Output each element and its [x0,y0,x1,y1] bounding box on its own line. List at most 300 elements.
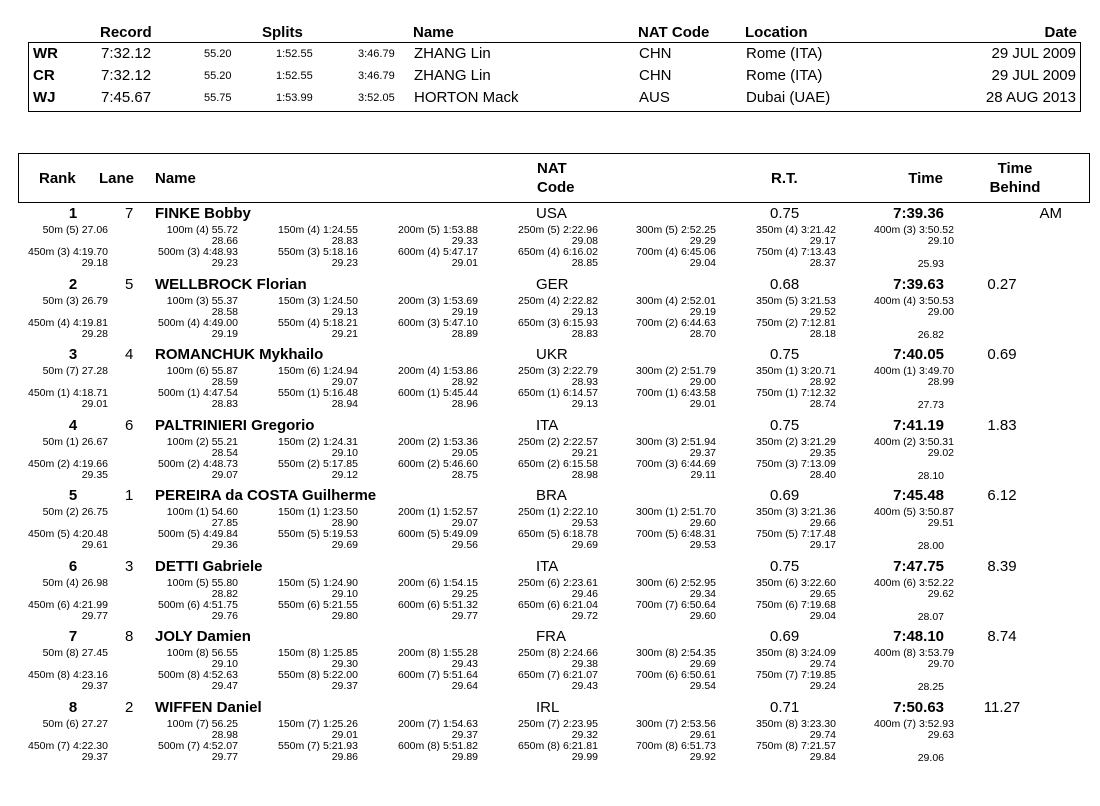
split-distance: 300m [636,576,663,589]
split-distance: 300m [636,294,663,307]
split-position: (2) [65,506,79,518]
final-lap-split: 28.10 [917,469,944,482]
split-cell [254,437,358,459]
split-position: (4) [785,224,799,236]
split-position: (4) [307,224,321,236]
athlete-time-behind: 11.27 [983,698,1021,716]
split-distance: 150m [278,294,305,307]
split-lap: 29.77 [451,609,478,622]
athlete-row [18,485,1090,556]
athlete-reaction-time: 0.69 [770,487,800,504]
split-lap: 29.01 [331,728,358,741]
athlete-name: JOLY Damien [155,628,251,645]
split-lap: 29.38 [571,658,598,670]
final-lap-split: 29.06 [917,751,944,764]
split-position: (4) [547,294,561,307]
split-cell [612,719,716,741]
athlete-nat: FRA [536,628,566,645]
split-distance: 400m [874,224,901,236]
split-lap: 28.58 [211,305,238,318]
split-position: (5) [785,294,799,307]
split-distance: 450m [28,598,55,611]
split-position: (3) [903,224,917,236]
split-cumulative: 6:50.64 [680,598,716,611]
split-distance: 250m [518,435,545,448]
split-cumulative: 3:52.22 [918,576,954,589]
athlete-name: WELLBROCK Florian [155,275,307,293]
split-distance: 250m [518,224,545,236]
record-split-2: 1:52.55 [276,48,313,60]
record-nat: AUS [639,89,670,106]
split-lap: 29.37 [331,680,358,692]
split-position: (5) [547,528,561,540]
split-position: (1) [195,506,209,518]
record-split-3: 3:52.05 [358,92,395,104]
split-cumulative: 4:23.16 [72,669,108,681]
final-lap-split: 28.00 [917,540,944,552]
split-cell [612,600,716,622]
name-col-header: Name [155,170,196,187]
split-cell [374,529,478,551]
split-cumulative: 4:52.63 [202,669,238,681]
split-cumulative: 2:51.94 [680,435,716,448]
split-cell [732,437,836,459]
split-cell [732,459,836,481]
split-distance: 300m [636,365,663,377]
split-cumulative: 6:15.58 [562,457,598,470]
split-cumulative: 2:51.70 [680,506,716,518]
split-position: (2) [547,435,561,448]
split-lap: 28.70 [689,327,716,340]
split-distance: 200m [398,435,425,448]
split-cell [18,459,108,481]
split-distance: 600m [398,246,425,258]
split-lap: 28.90 [331,517,358,529]
split-distance: 500m [158,457,185,470]
athlete-time: 7:47.75 [893,557,944,575]
split-lap: 29.04 [689,257,716,269]
split-position: (7) [195,717,209,730]
split-cumulative: 3:52.93 [918,717,954,730]
split-cumulative: 2:52.01 [680,294,716,307]
split-position: (6) [785,598,799,611]
split-distance: 350m [756,717,783,730]
split-cell [254,578,358,600]
split-position: (7) [65,365,79,377]
split-cell [494,366,598,388]
split-lap: 29.64 [451,680,478,692]
split-position: (8) [427,647,441,659]
split-cell [374,318,478,340]
split-distance: 600m [398,387,425,399]
split-lap: 29.07 [211,468,238,481]
split-distance: 200m [398,576,425,589]
record-date: 28 AUG 2013 [985,89,1076,106]
athlete-lane: 7 [125,205,134,222]
split-cell [732,247,836,269]
split-cell [374,741,478,763]
split-distance: 500m [158,739,185,752]
athlete-main-line [18,344,1090,364]
split-distance: 400m [874,435,901,448]
split-cumulative: 55.37 [211,294,238,307]
split-position: (1) [427,506,441,518]
split-cumulative: 7:12.81 [800,316,836,329]
split-cell [254,719,358,741]
split-lap: 29.61 [81,539,108,551]
split-cumulative: 3:23.30 [800,717,836,730]
record-location: Rome (ITA) [746,67,823,84]
record-time: 7:45.67 [101,89,152,106]
split-cell [612,388,716,410]
split-lap: 29.23 [211,257,238,269]
split-cell [612,578,716,600]
split-position: (5) [195,576,209,589]
split-position: (7) [187,739,201,752]
split-distance: 450m [28,528,55,540]
split-cell [254,296,358,318]
split-cumulative: 5:18.21 [322,316,358,329]
athlete-nat: ITA [536,557,559,575]
split-cumulative: 4:21.99 [72,598,108,611]
split-cell [254,741,358,763]
split-lap: 29.86 [331,750,358,763]
split-cell [254,507,358,529]
split-position: (5) [903,506,917,518]
athlete-time-behind: 0.69 [987,346,1017,363]
split-cell [18,670,108,692]
split-position: (3) [547,365,561,377]
split-position: (4) [65,576,79,589]
split-position: (8) [785,739,799,752]
split-cell [134,459,238,481]
record-col-header: Record [100,24,152,41]
split-lap: 29.54 [689,680,716,692]
record-location: Rome (ITA) [746,45,823,62]
split-lap: 29.17 [809,235,836,247]
split-cumulative: 6:44.69 [680,457,716,470]
split-distance: 600m [398,739,425,752]
split-cumulative: 1:53.36 [442,435,478,448]
split-position: (8) [57,669,71,681]
split-distance: 500m [158,246,185,258]
split-cell [18,741,108,763]
split-distance: 700m [636,598,663,611]
athlete-name: WIFFEN Daniel [155,698,262,716]
athlete-lane: 8 [125,628,134,645]
split-position: (4) [665,294,679,307]
split-distance: 600m [398,669,425,681]
split-position: (2) [785,435,799,448]
athlete-lane: 5 [125,275,134,293]
split-distance: 750m [756,246,783,258]
split-position: (7) [547,717,561,730]
split-lap: 28.74 [809,398,836,410]
athlete-rank: 2 [68,275,78,293]
record-row-wr [29,43,1080,65]
split-distance: 600m [398,528,425,540]
split-lap: 29.52 [809,305,836,318]
behind-col-header-line2: Behind [989,179,1041,196]
split-cumulative: 1:24.55 [322,224,358,236]
split-position: (1) [547,387,561,399]
split-position: (8) [785,717,799,730]
split-distance: 250m [518,294,545,307]
split-distance: 550m [278,246,305,258]
split-distance: 700m [636,739,663,752]
split-distance: 450m [28,669,55,681]
split-position: (3) [547,316,561,329]
split-cumulative: 5:46.60 [442,457,478,470]
split-position: (5) [65,224,79,236]
split-distance: 400m [874,294,901,307]
record-split-3: 3:46.79 [358,48,395,60]
split-position: (5) [307,528,321,540]
split-lap: 29.01 [81,398,108,410]
split-cell [732,719,836,741]
split-position: (5) [307,576,321,589]
record-name: ZHANG Lin [414,45,491,62]
split-lap: 29.56 [451,539,478,551]
split-lap: 28.40 [809,468,836,481]
split-cumulative: 55.80 [211,576,238,589]
split-lap: 29.84 [809,750,836,763]
split-distance: 550m [278,457,305,470]
split-position: (4) [903,294,917,307]
split-distance: 650m [518,246,545,258]
split-cumulative: 3:21.36 [800,506,836,518]
split-cumulative: 6:45.06 [680,246,716,258]
split-cumulative: 4:48.93 [202,246,238,258]
split-distance: 300m [636,717,663,730]
split-position: (1) [65,435,79,448]
athlete-time-behind: 8.74 [987,628,1017,645]
record-code: WR [33,45,58,62]
athlete-reaction-time: 0.75 [770,557,800,575]
split-distance: 750m [756,598,783,611]
split-position: (1) [903,365,917,377]
split-position: (2) [187,457,201,470]
split-position: (8) [903,647,917,659]
split-cumulative: 1:53.88 [442,224,478,236]
split-position: (6) [665,669,679,681]
split-lap: 29.02 [927,446,954,459]
split-lap: 29.60 [689,517,716,529]
records-table [28,22,1081,112]
split-cumulative: 1:53.86 [442,365,478,377]
split-cumulative: 6:15.93 [562,316,598,329]
split-lap: 27.85 [211,517,238,529]
split-cumulative: 5:45.44 [442,387,478,399]
split-position: (7) [547,669,561,681]
split-distance: 700m [636,528,663,540]
split-lap: 29.13 [331,305,358,318]
split-distance: 400m [874,506,901,518]
split-distance: 700m [636,457,663,470]
split-cell [494,670,598,692]
final-lap-split: 28.07 [917,610,944,623]
split-cumulative: 55.87 [211,365,238,377]
split-cumulative: 5:47.10 [442,316,478,329]
split-position: (8) [547,647,561,659]
split-cell [494,600,598,622]
split-cell [494,225,598,247]
split-cell [254,648,358,670]
split-distance: 650m [518,739,545,752]
split-distance: 250m [518,576,545,589]
split-cumulative: 5:51.64 [442,669,478,681]
split-position: (3) [307,246,321,258]
split-cumulative: 27.45 [81,647,108,659]
record-row-cr [29,65,1080,87]
split-position: (8) [307,669,321,681]
split-lap: 29.34 [689,587,716,600]
split-lap: 28.83 [211,398,238,410]
split-lap: 28.92 [809,376,836,388]
split-cumulative: 2:22.57 [562,435,598,448]
final-lap-split: 26.82 [917,328,944,341]
split-lap: 29.76 [211,609,238,622]
split-cumulative: 4:18.71 [72,387,108,399]
athlete-time: 7:39.36 [893,205,944,222]
athlete-nat: BRA [536,487,567,504]
split-cumulative: 4:19.66 [72,457,108,470]
record-name: HORTON Mack [414,89,519,106]
split-distance: 500m [158,316,185,329]
split-distance: 150m [278,576,305,589]
split-lap: 29.04 [809,609,836,622]
record-name: ZHANG Lin [414,67,491,84]
record-split-1: 55.75 [204,92,232,104]
split-cumulative: 6:21.04 [562,598,598,611]
split-position: (7) [785,669,799,681]
split-lap: 29.21 [331,327,358,340]
split-cell [494,318,598,340]
split-position: (7) [903,717,917,730]
split-distance: 100m [166,224,194,236]
athlete-name: ROMANCHUK Mykhailo [155,346,324,363]
split-cumulative: 5:51.32 [442,598,478,611]
split-lap: 29.11 [690,468,716,481]
split-lap: 29.35 [809,446,836,459]
record-split-2: 1:52.55 [276,70,313,82]
split-position: (1) [665,387,679,399]
split-cumulative: 5:47.17 [442,246,478,258]
split-lap: 28.75 [451,468,478,481]
split-distance: 600m [398,457,425,470]
split-cell [494,507,598,529]
split-distance: 50m [42,294,64,307]
split-cell [134,247,238,269]
records-header [28,22,1081,42]
split-cumulative: 1:55.28 [442,647,478,659]
split-position: (1) [547,506,561,518]
split-position: (2) [785,316,799,329]
split-position: (1) [665,506,679,518]
split-position: (3) [427,316,441,329]
athlete-time: 7:48.10 [893,628,944,645]
split-cell [134,318,238,340]
split-distance: 300m [636,435,663,448]
split-cell [374,507,478,529]
split-position: (6) [427,576,441,589]
split-lap: 29.47 [211,680,238,692]
split-cumulative: 1:24.90 [322,576,358,589]
split-cumulative: 6:44.63 [680,316,716,329]
split-position: (5) [427,224,441,236]
split-distance: 400m [874,576,901,589]
split-distance: 200m [398,294,425,307]
split-distance: 750m [756,457,783,470]
split-cell [732,225,836,247]
split-cumulative: 4:49.00 [202,316,238,329]
split-cell [134,578,238,600]
split-lap: 29.46 [571,587,598,600]
split-position: (6) [427,598,441,611]
split-lap: 29.33 [451,235,478,247]
split-cell [18,296,108,307]
split-distance: 500m [158,528,185,540]
split-lap: 29.92 [689,750,716,763]
split-cumulative: 1:54.63 [442,717,478,730]
split-position: (8) [427,739,441,752]
split-distance: 550m [278,669,305,681]
split-cell [18,648,108,659]
split-distance: 350m [756,647,783,659]
rank-col-header: Rank [39,170,76,187]
split-cell [374,247,478,269]
split-cumulative: 5:19.53 [322,528,358,540]
split-cell [732,578,836,600]
split-cell [18,318,108,340]
split-cumulative: 56.25 [211,717,238,730]
split-distance: 100m [166,717,194,730]
split-cumulative: 2:54.35 [680,647,716,659]
split-distance: 250m [518,647,545,659]
splits-col-header: Splits [262,24,303,41]
split-lap: 29.24 [809,680,836,692]
split-lap: 29.69 [689,658,716,670]
record-date: 29 JUL 2009 [991,45,1076,62]
split-cumulative: 3:22.60 [800,576,836,589]
split-lap: 29.18 [81,257,108,269]
split-distance: 100m [166,365,194,377]
split-lap: 29.30 [331,658,358,670]
split-distance: 350m [756,224,783,236]
split-cell [254,670,358,692]
split-cumulative: 2:52.95 [680,576,716,589]
split-distance: 350m [756,506,783,518]
split-cell [374,719,478,741]
split-cell [134,741,238,763]
split-cell [18,225,108,236]
record-row-wj [29,87,1080,109]
split-position: (6) [785,576,799,589]
split-position: (6) [65,717,79,730]
split-cell [18,529,108,551]
athlete-rank: 6 [68,557,78,575]
split-cell [612,296,716,318]
split-lap: 28.83 [331,235,358,247]
split-distance: 400m [874,647,901,659]
split-cell [612,437,716,459]
split-cell [374,670,478,692]
split-distance: 200m [398,506,425,518]
split-cumulative: 2:52.25 [680,224,716,236]
split-lap: 29.32 [571,728,598,741]
split-cumulative: 6:48.31 [680,528,716,540]
final-lap-split: 28.25 [917,681,944,693]
